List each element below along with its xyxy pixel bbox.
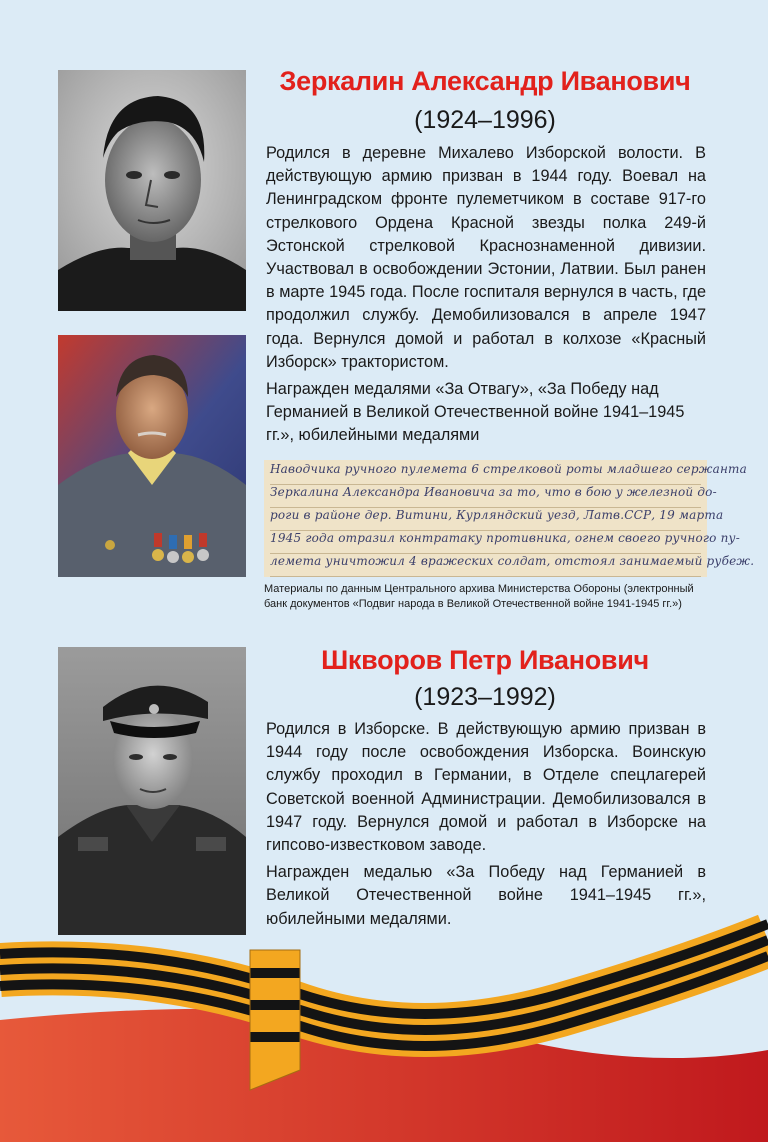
- person1-years: (1924–1996): [414, 106, 556, 134]
- person2-awards-text: Награжден медалью «За Победу над Германией в Великой Отечественной войне 1941–1945 гг.», юбилейными медалями.: [266, 863, 706, 928]
- st-george-ribbon-decoration: [0, 930, 768, 1142]
- person2-name: Шкворов Петр Иванович: [321, 645, 649, 675]
- portrait-photo-color: [58, 335, 246, 577]
- archive-line: 1945 года отразил контратаку противника, огнем своего ручного пу-: [270, 531, 701, 554]
- person2-biography: [266, 718, 706, 935]
- person1-bio-text: Родился в деревне Михалево Изборской волости. В действующую армию призван в 1944 году. Воевал на Ленинградском фронте пулеметчиком в составе 917-го стрелкового Ордена Красной звезды полка 249-й Эстонской стрелковой Краснознаменной дивизии. Участвовал в освобождении Эстонии, Латвии. Был ранен в марте 1945 года. После госпиталя вернулся в часть, где продолжил службу. Демобилизовался в апреле 1947 года. Вернулся домой и работал в колхозе «Красный Изборск» трактористом.: [266, 144, 706, 371]
- archive-caption: Материалы по данным Центрального архива Министерства Обороны (электронный банк документов «Подвиг народа в Великой Отечественной войне 1941-1945 гг.»): [264, 583, 694, 610]
- person1-awards-text: Награжден медалями «За Отвагу», «За Победу над Германией в Великой Отечественной войне 1941–1945 гг.», юбилейными медалями: [266, 380, 685, 445]
- person1-biography: [266, 142, 706, 452]
- person1-name: Зеркалин Александр Иванович: [279, 66, 691, 96]
- person2-years: (1923–1992): [414, 683, 556, 711]
- portrait-photo-military: [58, 647, 246, 935]
- person2-bio-text: Родился в Изборске. В действующую армию призван в 1944 году после освобождения Изборска. Воинскую службу проходил в Германии, в Отделе спецлагерей Советской военной Администрации. Демобилизовался в 1947 году. Вернулся домой и работал в Изборске на гипсово-известковом заводе.: [266, 720, 706, 855]
- archive-line: Наводчика ручного пулемета 6 стрелковой роты младшего сержанта: [270, 462, 701, 485]
- archive-line: Зеркалина Александра Ивановича за то, что в бою у железной до-: [270, 485, 701, 508]
- portrait-photo-bw: [58, 70, 246, 311]
- archive-line: лемета уничтожил 4 вражеских солдат, отстоял занимаемый рубеж.: [270, 554, 701, 577]
- archive-document: [264, 460, 755, 577]
- archive-line: роги в районе дер. Витини, Курляндский уезд, Латв.ССР, 19 марта: [270, 508, 701, 531]
